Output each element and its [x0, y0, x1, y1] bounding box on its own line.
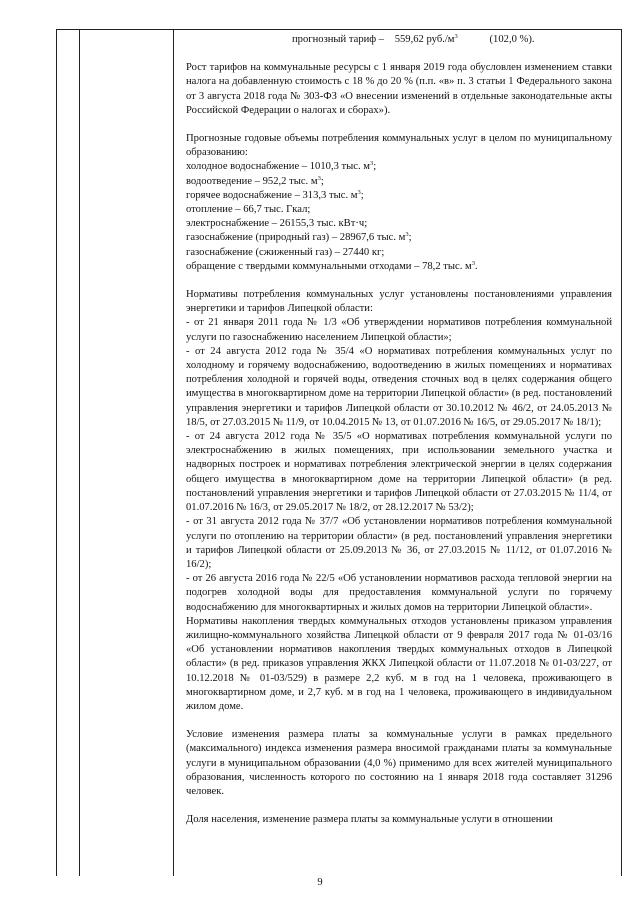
table-column-divider [79, 30, 80, 876]
waste-norms-paragraph: Нормативы накопления твердых коммунальных отходов установлены приказом управления жилищно-коммунального хозяйства Липецкой области от 9 февраля 2017 года № 01-03/16 «Об установлении нормативов накопления твердых коммунальных отходов в Липецкой области» (в ред. приказов управления ЖКХ Липецкой области от 11.07.2018 № 01-03/227, от 10.12.2018 № 01-03/529) в размере 2,2 куб. м в год на 1 человека, проживающего в многоквартирном доме, и 2,7 куб. м в год на 1 человека, проживающего в индивидуальном жилом доме. [186, 615, 612, 712]
payment-condition-paragraph: Условие изменения размера платы за коммунальные услуги в рамках предельного (максимального) индекса изменения размера вносимой гражданами платы за коммунальные услуги в муниципальном образовании (4,0 %) применимо для всех жителей муниципального образования, численность которого по состоянию на 1 января 2018 года составляет 31296 человек. [186, 729, 612, 797]
norm-resolution-item: - от 26 августа 2016 года № 22/5 «Об установлении нормативов расхода тепловой энергии на подогрев холодной воды для предоставления коммунальной услуги по горячему водоснабжению для многоквартирных и жилых домов на территории Липецкой области». [186, 573, 612, 613]
population-share-paragraph: Доля населения, изменение размера платы за коммунальные услуги в отношении [186, 814, 553, 826]
volume-item: отопление – 66,7 тыс. Гкал; [186, 204, 311, 216]
volume-item: обращение с твердыми коммунальными отходами – 78,2 тыс. $м^3$. [186, 259, 478, 272]
tariff-unit: руб./м [426, 34, 455, 45]
tariff-growth-paragraph: Рост тарифов на коммунальные ресурсы с 1 января 2019 года обусловлен изменением ставки налога на добавленную стоимость с 18 % до 20 % (п.п. «в» п. 3 статьи 1 Федерального закона от 3 августа 2018 года № 303-ФЗ «О внесении изменений в отдельные законодательные акты Российской Федерации о налогах и сборах»). [186, 62, 612, 116]
forecast-tariff-line [186, 33, 612, 47]
norm-resolution-item: - от 21 января 2011 года № 1/3 «Об утверждении нормативов потребления коммунальной услуги по газоснабжению населением Липецкой области»; [186, 317, 612, 343]
tariff-percent: (102,0 %). [489, 34, 535, 45]
volume-item: газоснабжение (сжиженный газ) – 27440 кг; [186, 246, 385, 258]
volumes-list [186, 160, 612, 274]
page-number: 9 [317, 877, 323, 888]
volume-item: холодное водоснабжение – 1010,3 тыс. $м^3$; [186, 160, 377, 173]
tariff-label: прогнозный тариф – [292, 34, 385, 45]
tariff-unit-sup: 3 [454, 33, 458, 40]
norm-resolution-item: - от 31 августа 2012 года № 37/7 «Об установлении нормативов потребления коммунальной услуги по отоплению на территории области» (в ред. постановлений управления энергетики и тарифов Липецкой области от 25.09.2013 № 36, от 27.03.2015 № 11/12, от 01.07.2016 № 16/2); [186, 516, 612, 570]
tariff-value: 559,62 [394, 34, 424, 45]
document-body [186, 33, 612, 827]
table-column-divider [173, 30, 174, 876]
norms-list [186, 316, 612, 614]
volume-item: водоотведение – 952,2 тыс. $м^3$; [186, 174, 324, 187]
volumes-intro-paragraph: Прогнозные годовые объемы потребления коммунальных услуг в целом по муниципальному образованию: [186, 133, 612, 159]
norm-resolution-item: - от 24 августа 2012 года № 35/5 «О нормативах потребления коммунальной услуги по электроснабжению в жилых помещениях, при использовании земельного участка и надворных построек и нормативах потребления электрической энергии в целях содержания общего имущества в многоквартирном доме на территории Липецкой области» (в ред. постановлений управления энергетики и тарифов Липецкой области от 27.03.2015 № 11/4, от 01.07.2016 № 16/3, от 29.05.2017 № 18/2, от 28.12.2017 № 53/2); [186, 431, 612, 514]
volume-item: электроснабжение – 26155,3 тыс. кВт·ч; [186, 218, 368, 230]
norms-intro-paragraph: Нормативы потребления коммунальных услуг установлены постановлениями управления энергетики и тарифов Липецкой области: [186, 289, 612, 315]
volume-item: горячее водоснабжение – 313,3 тыс. $м^3$; [186, 188, 364, 201]
norm-resolution-item: - от 24 августа 2012 года № 35/4 «О нормативах потребления коммунальных услуг по холодному и горячему водоснабжению, водоотведению в жилых помещениях и нормативах потребления холодной и горячей воды, отведения сточных вод в целях содержания общего имущества в многоквартирном доме на территории Липецкой области» (в ред. постановлений управления энергетики и тарифов Липецкой области от 30.10.2012 № 46/2, от 24.05.2013 № 18/5, от 27.03.2015 № 11/9, от 10.04.2015 № 13, от 01.07.2016 № 16/5, от 29.05.2017 № 18/1); [186, 345, 612, 428]
volume-item: газоснабжение (природный газ) – 28967,6 тыс. $м^3$; [186, 231, 412, 244]
